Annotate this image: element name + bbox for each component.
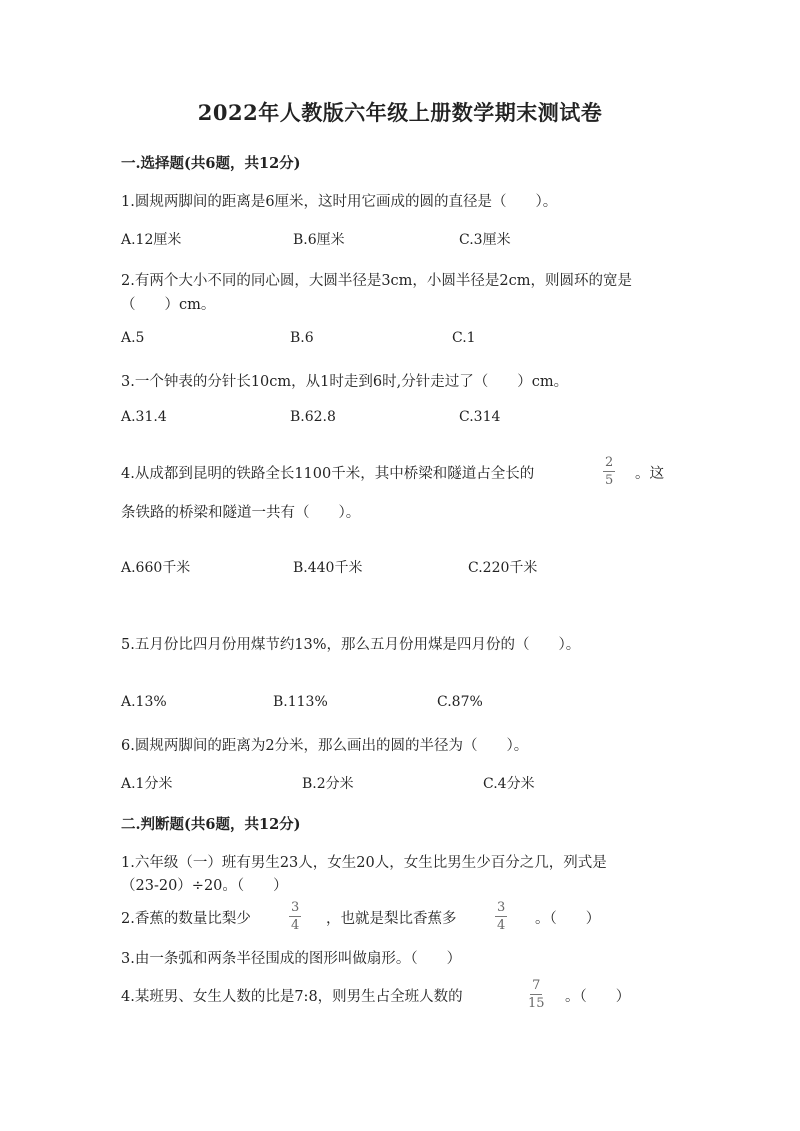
question-4-text-post: 。这 [635, 466, 664, 482]
judge-2-fraction-1 [289, 901, 301, 932]
judge-4-text-pre: 4.某班男、女生人数的比是7:8，则男生占全班人数的 [121, 989, 463, 1005]
question-3-option-b: B.62.8 [290, 409, 336, 425]
fraction-numerator: 3 [497, 900, 506, 915]
question-4-text-line2: 条铁路的桥梁和隧道一共有（ ）。 [121, 505, 361, 521]
judge-2-text-pre: 2.香蕉的数量比梨少 [121, 911, 251, 927]
question-6-text: 6.圆规两脚间的距离为2分米，那么画出的圆的半径为（ ）。 [121, 738, 529, 754]
question-2-text-line1: 2.有两个大小不同的同心圆，大圆半径是3cm，小圆半径是2cm，则圆环的宽是 [121, 273, 633, 289]
section-heading-choice: 一.选择题(共6题，共12分) [121, 155, 301, 172]
judge-2-text-post: 。（ ） [535, 911, 601, 927]
question-4-option-c: C.220千米 [468, 560, 538, 576]
fraction-denominator: 4 [291, 918, 300, 933]
question-3-option-c: C.314 [459, 409, 501, 425]
question-4-text-pre: 4.从成都到昆明的铁路全长1100千米，其中桥梁和隧道占全长的 [121, 466, 535, 482]
fraction-denominator: 15 [528, 996, 545, 1011]
judge-1-text-line1: 1.六年级（一）班有男生23人，女生20人，女生比男生少百分之几，列式是 [121, 855, 607, 871]
question-1-text: 1.圆规两脚间的距离是6厘米，这时用它画成的圆的直径是（ ）。 [121, 194, 558, 210]
question-5-option-c: C.87% [437, 694, 483, 710]
question-5-option-b: B.113% [273, 694, 328, 710]
fraction-denominator: 5 [605, 473, 614, 488]
page-title: 2022年人教版六年级上册数学期末测试卷 [197, 100, 603, 125]
question-2-option-a: A.5 [121, 330, 145, 346]
question-3-option-a: A.31.4 [121, 409, 167, 425]
question-3-text: 3.一个钟表的分针长10cm，从1时走到6时,分针走过了（ ）cm。 [121, 374, 569, 390]
question-1-option-a: A.12厘米 [121, 232, 182, 248]
fraction-numerator: 2 [605, 455, 614, 470]
fraction-numerator: 7 [532, 978, 541, 993]
question-6-option-a: A.1分米 [121, 776, 173, 792]
question-6-option-b: B.2分米 [302, 776, 354, 792]
section-heading-judgement: 二.判断题(共6题，共12分) [121, 816, 301, 833]
question-2-text-line2: （ ）cm。 [121, 297, 216, 313]
judge-2-text-mid: ，也就是梨比香蕉多 [326, 911, 457, 927]
judge-4-text-post: 。（ ） [565, 989, 631, 1005]
fraction-denominator: 4 [497, 918, 506, 933]
question-4-option-a: A.660千米 [121, 560, 191, 576]
question-1-option-b: B.6厘米 [293, 232, 345, 248]
question-2-option-c: C.1 [452, 330, 476, 346]
judge-2-fraction-2 [495, 901, 507, 932]
question-2-option-b: B.6 [290, 330, 314, 346]
question-4-option-b: B.440千米 [293, 560, 363, 576]
question-5-option-a: A.13% [121, 694, 167, 710]
fraction-numerator: 3 [291, 900, 300, 915]
judge-1-text-line2: （23-20）÷20。（ ） [121, 878, 288, 894]
question-1-option-c: C.3厘米 [459, 232, 511, 248]
judge-3-text: 3.由一条弧和两条半径围成的图形叫做扇形。（ ） [121, 951, 462, 967]
question-5-text: 5.五月份比四月份用煤节约13%，那么五月份用煤是四月份的（ ）。 [121, 637, 581, 653]
question-4-fraction [603, 456, 615, 487]
judge-4-fraction [528, 979, 545, 1010]
question-6-option-c: C.4分米 [483, 776, 535, 792]
